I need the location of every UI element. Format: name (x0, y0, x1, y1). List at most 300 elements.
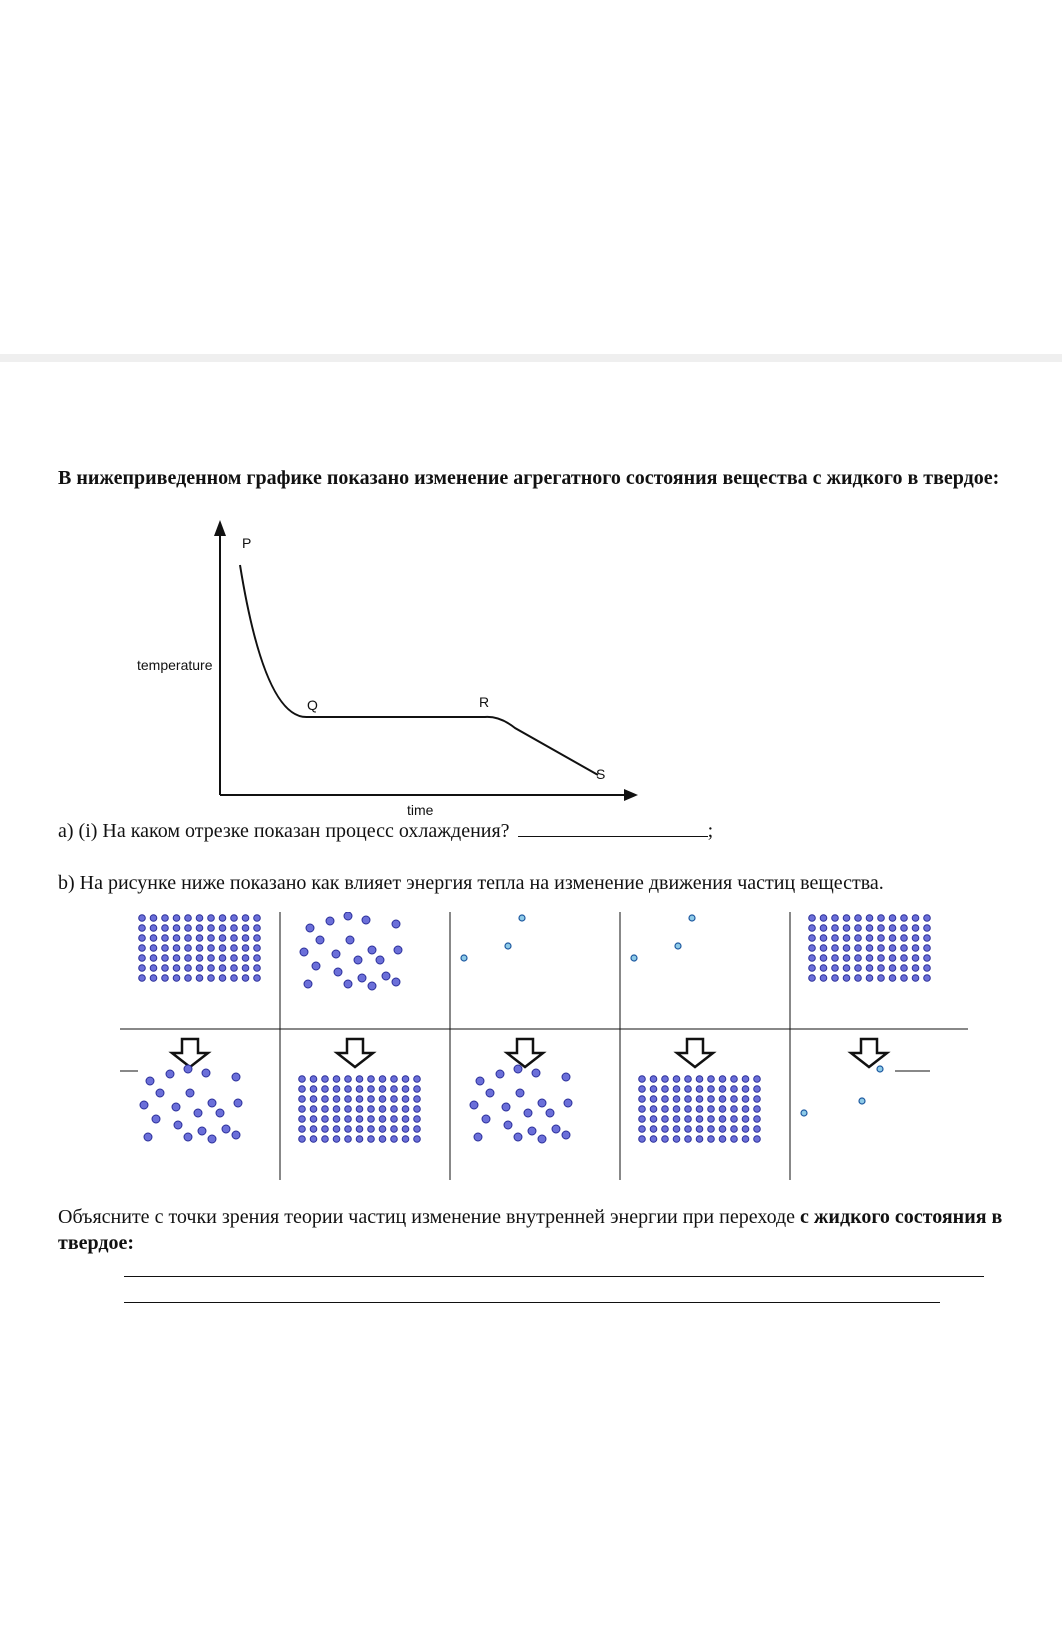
solid-particle (173, 955, 180, 962)
solid-particle (855, 975, 862, 982)
question-a-text: a) (i) На каком отрезке показан процесс охлаждения? (58, 820, 510, 842)
state-change-arrow (851, 1039, 887, 1067)
solid-particle (832, 955, 839, 962)
solid-particle (299, 1106, 306, 1113)
point-label-q: Q (307, 697, 318, 713)
solid-particle (820, 935, 827, 942)
y-axis-label: temperature (137, 657, 213, 673)
solid-particle (196, 945, 203, 952)
solid-particle (379, 1126, 386, 1133)
solid-particle (673, 1106, 680, 1113)
solid-particle (208, 935, 215, 942)
solid-particle (139, 915, 146, 922)
solid-particle (639, 1106, 646, 1113)
liquid-particle (208, 1099, 216, 1107)
liquid-particle (234, 1099, 242, 1107)
solid-particle (878, 965, 885, 972)
solid-particle (924, 975, 931, 982)
liquid-particle (524, 1109, 532, 1117)
solid-particle (719, 1086, 726, 1093)
solid-particle (843, 965, 850, 972)
solid-particle (150, 935, 157, 942)
solid-particle (878, 935, 885, 942)
solid-particle (310, 1126, 317, 1133)
solid-particle (878, 945, 885, 952)
solid-particle (322, 1106, 329, 1113)
solid-particle (139, 965, 146, 972)
solid-particle (673, 1126, 680, 1133)
solid-particle (139, 955, 146, 962)
solid-particle (742, 1086, 749, 1093)
liquid-particle (156, 1089, 164, 1097)
solid-particle (639, 1116, 646, 1123)
solid-particle (754, 1126, 761, 1133)
solid-particle (855, 925, 862, 932)
liquid-particle (368, 982, 376, 990)
liquid-particle (562, 1131, 570, 1139)
solid-particle (185, 935, 192, 942)
solid-particle (924, 925, 931, 932)
solid-particle (832, 945, 839, 952)
solid-particle (322, 1116, 329, 1123)
solid-particle (162, 955, 169, 962)
solid-particle (414, 1116, 421, 1123)
x-axis-label: time (407, 802, 434, 818)
gas-particle (877, 1066, 883, 1072)
solid-particle (333, 1106, 340, 1113)
solid-particle (185, 945, 192, 952)
solid-particle (754, 1116, 761, 1123)
solid-particle (162, 925, 169, 932)
liquid-particle (146, 1077, 154, 1085)
solid-particle (345, 1106, 352, 1113)
solid-particle (866, 925, 873, 932)
solid-particle (196, 925, 203, 932)
liquid-particle (486, 1089, 494, 1097)
solid-particle (662, 1086, 669, 1093)
liquid-particle (470, 1101, 478, 1109)
solid-particle (901, 935, 908, 942)
solid-particle (742, 1096, 749, 1103)
liquid-particle (382, 972, 390, 980)
solid-particle (402, 1116, 409, 1123)
solid-particle (254, 945, 261, 952)
solid-particle (379, 1116, 386, 1123)
solid-particle (650, 1096, 657, 1103)
question-b: b) На рисунке ниже показано как влияет энергия тепла на изменение движения частиц вещества. (58, 872, 884, 894)
solid-particle (855, 915, 862, 922)
liquid-particle (516, 1089, 524, 1097)
solid-particle (310, 1136, 317, 1143)
explain-bold: с жидкого состояния в твердое: (58, 1206, 1003, 1254)
solid-particle (391, 1116, 398, 1123)
liquid-particle (216, 1109, 224, 1117)
solid-particle (231, 965, 238, 972)
solid-particle (150, 955, 157, 962)
solid-particle (231, 955, 238, 962)
solid-particle (754, 1086, 761, 1093)
solid-particle (299, 1136, 306, 1143)
liquid-particle (376, 956, 384, 964)
solid-particle (402, 1086, 409, 1093)
solid-particle (185, 915, 192, 922)
liquid-particle (306, 924, 314, 932)
liquid-particle (140, 1101, 148, 1109)
solid-particle (414, 1136, 421, 1143)
solid-particle (912, 975, 919, 982)
solid-particle (196, 935, 203, 942)
state-change-arrow (507, 1039, 543, 1067)
solid-particle (912, 955, 919, 962)
solid-particle (912, 965, 919, 972)
solid-particle (696, 1076, 703, 1083)
solid-particle (855, 935, 862, 942)
liquid-particle (564, 1099, 572, 1107)
solid-particle (742, 1136, 749, 1143)
solid-particle (889, 925, 896, 932)
liquid-particle (474, 1133, 482, 1141)
solid-particle (673, 1096, 680, 1103)
solid-particle (231, 925, 238, 932)
solid-particle (379, 1086, 386, 1093)
solid-particle (719, 1116, 726, 1123)
solid-particle (809, 975, 816, 982)
gas-particle (801, 1110, 807, 1116)
solid-particle (639, 1126, 646, 1133)
solid-particle (402, 1106, 409, 1113)
solid-particle (843, 945, 850, 952)
solid-particle (219, 945, 226, 952)
solid-particle (150, 925, 157, 932)
solid-particle (832, 965, 839, 972)
solid-particle (708, 1076, 715, 1083)
solid-particle (866, 915, 873, 922)
solid-particle (231, 935, 238, 942)
top-band (0, 354, 1062, 362)
solid-particle (866, 955, 873, 962)
solid-particle (322, 1096, 329, 1103)
solid-particle (333, 1076, 340, 1083)
solid-particle (391, 1136, 398, 1143)
solid-particle (333, 1086, 340, 1093)
liquid-particle (304, 980, 312, 988)
solid-particle (150, 975, 157, 982)
solid-particle (696, 1096, 703, 1103)
solid-particle (912, 925, 919, 932)
solid-particle (402, 1076, 409, 1083)
solid-particle (379, 1106, 386, 1113)
liquid-particle (184, 1133, 192, 1141)
solid-particle (878, 955, 885, 962)
solid-particle (414, 1076, 421, 1083)
solid-particle (356, 1106, 363, 1113)
solid-particle (673, 1076, 680, 1083)
liquid-particle (194, 1109, 202, 1117)
solid-particle (639, 1096, 646, 1103)
y-axis-arrow (214, 520, 226, 536)
solid-particle (242, 925, 249, 932)
solid-particle (254, 915, 261, 922)
answer-blank-a[interactable] (518, 818, 708, 837)
solid-particle (242, 935, 249, 942)
liquid-particle (482, 1115, 490, 1123)
solid-particle (173, 925, 180, 932)
solid-particle (889, 955, 896, 962)
solid-particle (185, 975, 192, 982)
solid-particle (162, 945, 169, 952)
solid-particle (673, 1086, 680, 1093)
liquid-particle (208, 1135, 216, 1143)
liquid-particle (344, 980, 352, 988)
solid-particle (356, 1086, 363, 1093)
point-label-s: S (596, 766, 606, 782)
solid-particle (322, 1126, 329, 1133)
solid-particle (299, 1116, 306, 1123)
liquid-particle (152, 1115, 160, 1123)
solid-particle (820, 945, 827, 952)
solid-particle (719, 1126, 726, 1133)
solid-particle (855, 955, 862, 962)
solid-particle (696, 1106, 703, 1113)
solid-particle (832, 975, 839, 982)
solid-particle (196, 955, 203, 962)
solid-particle (696, 1116, 703, 1123)
solid-particle (924, 955, 931, 962)
solid-particle (322, 1086, 329, 1093)
solid-particle (310, 1086, 317, 1093)
solid-particle (231, 915, 238, 922)
solid-particle (414, 1126, 421, 1133)
solid-particle (912, 915, 919, 922)
solid-particle (731, 1076, 738, 1083)
answer-line-2[interactable] (124, 1302, 940, 1303)
solid-particle (889, 935, 896, 942)
liquid-particle (552, 1125, 560, 1133)
solid-particle (368, 1126, 375, 1133)
solid-particle (832, 915, 839, 922)
solid-particle (322, 1136, 329, 1143)
liquid-particle (358, 974, 366, 982)
solid-particle (809, 965, 816, 972)
solid-particle (673, 1136, 680, 1143)
liquid-particle (232, 1073, 240, 1081)
solid-particle (719, 1096, 726, 1103)
solid-particle (662, 1076, 669, 1083)
solid-particle (855, 965, 862, 972)
solid-particle (345, 1086, 352, 1093)
solid-particle (356, 1136, 363, 1143)
solid-particle (820, 925, 827, 932)
gas-particle (461, 955, 467, 961)
solid-particle (673, 1116, 680, 1123)
solid-particle (391, 1106, 398, 1113)
explain-regular: Объясните с точки зрения теории частиц изменение внутренней энергии при переходе (58, 1206, 801, 1228)
solid-particle (843, 935, 850, 942)
solid-particle (391, 1126, 398, 1133)
solid-particle (333, 1116, 340, 1123)
solid-particle (639, 1136, 646, 1143)
solid-particle (208, 975, 215, 982)
solid-particle (924, 935, 931, 942)
solid-particle (901, 955, 908, 962)
solid-particle (379, 1076, 386, 1083)
solid-particle (402, 1126, 409, 1133)
solid-particle (242, 955, 249, 962)
solid-particle (843, 925, 850, 932)
liquid-particle (312, 962, 320, 970)
solid-particle (924, 945, 931, 952)
solid-particle (173, 915, 180, 922)
liquid-particle (528, 1127, 536, 1135)
solid-particle (650, 1126, 657, 1133)
solid-particle (310, 1106, 317, 1113)
solid-particle (866, 975, 873, 982)
liquid-particle (346, 936, 354, 944)
solid-particle (414, 1106, 421, 1113)
solid-particle (696, 1136, 703, 1143)
solid-particle (809, 915, 816, 922)
answer-line-1[interactable] (124, 1276, 984, 1277)
liquid-particle (532, 1069, 540, 1077)
liquid-particle (222, 1125, 230, 1133)
solid-particle (866, 965, 873, 972)
liquid-particle (172, 1103, 180, 1111)
solid-particle (809, 925, 816, 932)
solid-particle (731, 1136, 738, 1143)
solid-particle (219, 955, 226, 962)
liquid-particle (232, 1131, 240, 1139)
solid-particle (345, 1096, 352, 1103)
solid-particle (901, 975, 908, 982)
solid-particle (754, 1076, 761, 1083)
solid-particle (150, 915, 157, 922)
liquid-particle (476, 1077, 484, 1085)
solid-particle (889, 945, 896, 952)
solid-particle (878, 975, 885, 982)
liquid-particle (502, 1103, 510, 1111)
solid-particle (391, 1086, 398, 1093)
solid-particle (742, 1116, 749, 1123)
solid-particle (322, 1076, 329, 1083)
solid-particle (662, 1116, 669, 1123)
solid-particle (901, 925, 908, 932)
solid-particle (219, 935, 226, 942)
solid-particle (708, 1086, 715, 1093)
solid-particle (196, 975, 203, 982)
solid-particle (242, 945, 249, 952)
solid-particle (843, 975, 850, 982)
process-table (120, 912, 970, 1182)
solid-particle (231, 945, 238, 952)
solid-particle (185, 965, 192, 972)
gas-particle (505, 943, 511, 949)
solid-particle (685, 1106, 692, 1113)
solid-particle (310, 1116, 317, 1123)
solid-particle (843, 955, 850, 962)
liquid-particle (316, 936, 324, 944)
solid-particle (208, 915, 215, 922)
solid-particle (185, 925, 192, 932)
solid-particle (368, 1116, 375, 1123)
solid-particle (299, 1076, 306, 1083)
solid-particle (901, 915, 908, 922)
task-heading: В нижеприведенном графике показано изменение агрегатного состояния вещества с жидкого в твердое: (58, 467, 1000, 489)
solid-particle (254, 975, 261, 982)
solid-particle (685, 1116, 692, 1123)
liquid-particle (166, 1070, 174, 1078)
gas-particle (519, 915, 525, 921)
gas-particle (631, 955, 637, 961)
solid-particle (662, 1096, 669, 1103)
liquid-particle (144, 1133, 152, 1141)
solid-particle (843, 915, 850, 922)
solid-particle (162, 975, 169, 982)
solid-particle (662, 1136, 669, 1143)
solid-particle (650, 1116, 657, 1123)
solid-particle (809, 955, 816, 962)
solid-particle (379, 1096, 386, 1103)
solid-particle (685, 1136, 692, 1143)
liquid-particle (362, 916, 370, 924)
solid-particle (414, 1096, 421, 1103)
solid-particle (391, 1096, 398, 1103)
liquid-particle (504, 1121, 512, 1129)
liquid-particle (326, 917, 334, 925)
liquid-particle (392, 920, 400, 928)
solid-particle (708, 1126, 715, 1133)
solid-particle (299, 1096, 306, 1103)
solid-particle (820, 955, 827, 962)
state-change-arrow (172, 1039, 208, 1067)
solid-particle (708, 1106, 715, 1113)
solid-particle (832, 935, 839, 942)
solid-particle (742, 1076, 749, 1083)
solid-particle (855, 945, 862, 952)
solid-particle (162, 935, 169, 942)
solid-particle (731, 1086, 738, 1093)
solid-particle (685, 1096, 692, 1103)
solid-particle (889, 975, 896, 982)
solid-particle (742, 1106, 749, 1113)
solid-particle (299, 1086, 306, 1093)
solid-particle (731, 1106, 738, 1113)
solid-particle (924, 965, 931, 972)
liquid-particle (496, 1070, 504, 1078)
liquid-particle (334, 968, 342, 976)
solid-particle (696, 1086, 703, 1093)
solid-particle (208, 965, 215, 972)
liquid-particle (344, 912, 352, 920)
solid-particle (866, 935, 873, 942)
solid-particle (719, 1136, 726, 1143)
solid-particle (901, 965, 908, 972)
solid-particle (368, 1086, 375, 1093)
solid-particle (242, 915, 249, 922)
liquid-particle (332, 950, 340, 958)
solid-particle (150, 965, 157, 972)
solid-particle (402, 1096, 409, 1103)
solid-particle (333, 1126, 340, 1133)
solid-particle (299, 1126, 306, 1133)
solid-particle (345, 1116, 352, 1123)
solid-particle (878, 925, 885, 932)
solid-particle (310, 1076, 317, 1083)
solid-particle (139, 975, 146, 982)
solid-particle (820, 965, 827, 972)
gas-particle (689, 915, 695, 921)
solid-particle (310, 1096, 317, 1103)
solid-particle (685, 1086, 692, 1093)
